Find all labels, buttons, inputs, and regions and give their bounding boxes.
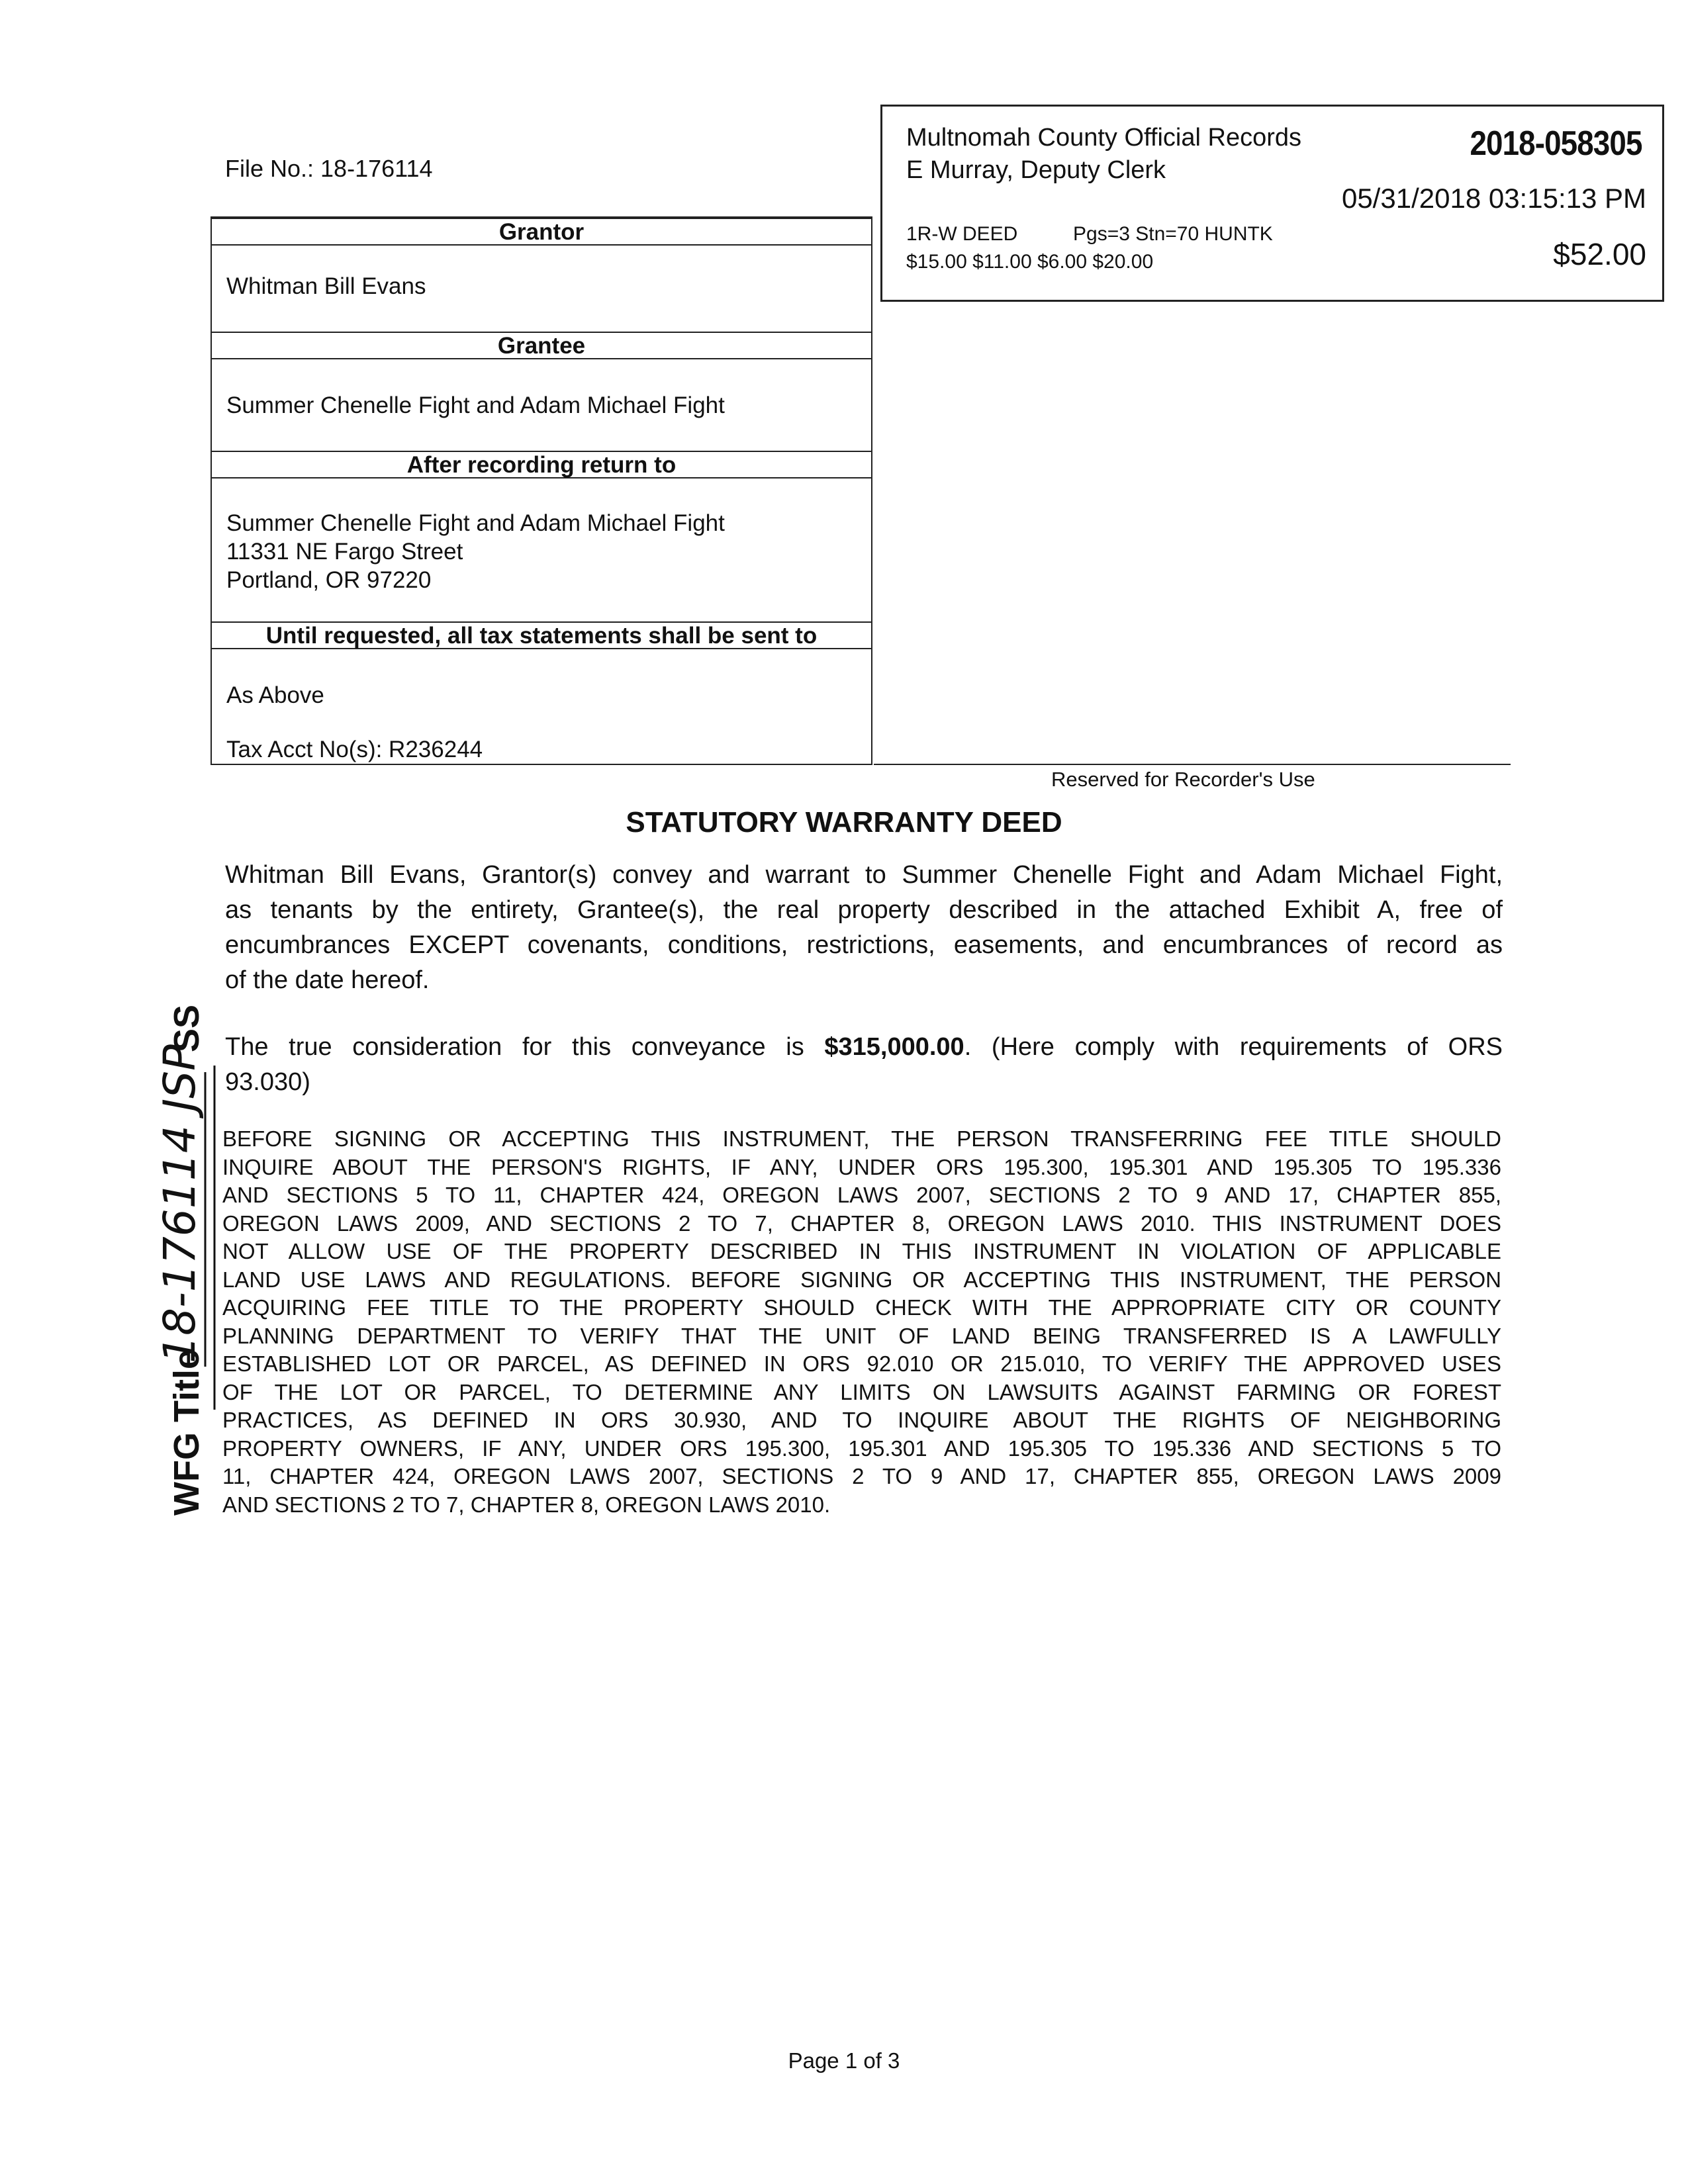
grantee-name: Summer Chenelle Fight and Adam Michael Fight	[226, 392, 725, 418]
return-street: 11331 NE Fargo Street	[226, 539, 463, 565]
tax-statements-recipient: As Above	[226, 682, 324, 708]
consideration-paragraph	[225, 1030, 1503, 1100]
document-type: 1R-W DEED	[906, 223, 1018, 245]
page-station-info: Pgs=3 Stn=70 HUNTK	[1073, 223, 1273, 245]
notice-line: OF THE LOT OR PARCEL, TO DETERMINE ANY LIMITS ON LAWSUITS AGAINST FARMING OR FOREST	[222, 1379, 1501, 1404]
handwritten-file-number: 18-176114 JSP	[154, 1044, 205, 1363]
notice-line: PLANNING DEPARTMENT TO VERIFY THAT THE UNIT OF LAND BEING TRANSFERRED IS A LAWFULLY	[222, 1323, 1501, 1348]
conveyance-paragraph	[225, 858, 1503, 998]
notice-line: AND SECTIONS 5 TO 11, CHAPTER 424, OREGON LAWS 2007, SECTIONS 2 TO 9 AND 17, CHAPTER 855,	[222, 1183, 1501, 1207]
notice-line: 11, CHAPTER 424, OREGON LAWS 2007, SECTIONS 2 TO 9 AND 17, CHAPTER 855, OREGON LAWS 2009	[222, 1464, 1501, 1488]
consideration-text: The true consideration for this conveyance is	[225, 1033, 825, 1061]
document-title: STATUTORY WARRANTY DEED	[626, 806, 1062, 839]
total-fee: $52.00	[1553, 237, 1646, 271]
handwritten-initials: SS	[167, 1004, 207, 1052]
conveyance-line: of the date hereof.	[225, 966, 430, 994]
consideration-amount: $315,000.00	[824, 1033, 964, 1061]
notice-line: AND SECTIONS 2 TO 7, CHAPTER 8, OREGON LAWS 2010.	[222, 1492, 831, 1517]
notice-line: ACQUIRING FEE TITLE TO THE PROPERTY SHOULD CHECK WITH THE APPROPRIATE CITY OR COUNTY	[222, 1295, 1501, 1320]
recording-office: Multnomah County Official Records	[906, 124, 1301, 152]
notice-line: BEFORE SIGNING OR ACCEPTING THIS INSTRUMENT, THE PERSON TRANSFERRING FEE TITLE SHOULD	[222, 1126, 1501, 1151]
notice-line: INQUIRE ABOUT THE PERSON'S RIGHTS, IF ANY, UNDER ORS 195.300, 195.301 AND 195.305 TO 195.336	[222, 1154, 1501, 1179]
recorder-use-label: Reserved for Recorder's Use	[1051, 768, 1315, 791]
tax-account-number: Tax Acct No(s): R236244	[226, 737, 483, 762]
grantee-header: Grantee	[212, 332, 871, 359]
tax-statements-header: Until requested, all tax statements shall be sent to	[212, 621, 871, 649]
conveyance-line: encumbrances EXCEPT covenants, conditions, restrictions, easements, and encumbrances of record as	[225, 931, 1503, 959]
title-company-margin-note	[132, 999, 225, 1516]
consideration-line	[225, 1030, 1503, 1065]
notice-line: PRACTICES, AS DEFINED IN ORS 30.930, AND TO INQUIRE ABOUT THE RIGHTS OF NEIGHBORING	[222, 1408, 1501, 1432]
grantor-name: Whitman Bill Evans	[226, 273, 426, 299]
notice-line: NOT ALLOW USE OF THE PROPERTY DESCRIBED IN THIS INSTRUMENT IN VIOLATION OF APPLICABLE	[222, 1239, 1501, 1263]
notice-line: LAND USE LAWS AND REGULATIONS. BEFORE SIGNING OR ACCEPTING THIS INSTRUMENT, THE PERSON	[222, 1267, 1501, 1292]
party-info-box	[211, 216, 872, 765]
return-name: Summer Chenelle Fight and Adam Michael Fight	[226, 510, 725, 536]
title-company-stamp: WFG Title	[167, 1349, 207, 1516]
conveyance-line: as tenants by the entirety, Grantee(s), the real property described in the attached Exhibit A, free of	[225, 896, 1503, 924]
notice-line: OREGON LAWS 2009, AND SECTIONS 2 TO 7, CHAPTER 8, OREGON LAWS 2010. THIS INSTRUMENT DOES	[222, 1210, 1501, 1236]
recording-number: 2018-058305	[1470, 124, 1642, 163]
recorder-divider	[874, 764, 1511, 765]
consideration-text: . (Here comply with requirements of ORS	[964, 1033, 1503, 1061]
notice-line: PROPERTY OWNERS, IF ANY, UNDER ORS 195.300, 195.301 AND 195.305 TO 195.336 AND SECTIONS 5 TO	[222, 1435, 1501, 1461]
grantor-header: Grantor	[212, 218, 871, 246]
file-number: File No.: 18-176114	[225, 155, 433, 182]
deputy-clerk: E Murray, Deputy Clerk	[906, 156, 1166, 184]
consideration-line: 93.030)	[225, 1068, 310, 1096]
return-city: Portland, OR 97220	[226, 567, 432, 593]
statutory-notice	[222, 1125, 1501, 1519]
conveyance-line: Whitman Bill Evans, Grantor(s) convey and warrant to Summer Chenelle Fight and Adam Michael Fight,	[225, 861, 1503, 889]
recording-datetime: 05/31/2018 03:15:13 PM	[1341, 183, 1646, 214]
recorder-stamp	[880, 105, 1664, 302]
notice-line: ESTABLISHED LOT OR PARCEL, AS DEFINED IN ORS 92.010 OR 215.010, TO VERIFY THE APPROVED USES	[222, 1351, 1501, 1376]
page-number: Page 1 of 3	[788, 2048, 900, 2073]
fee-breakdown: $15.00 $11.00 $6.00 $20.00	[906, 251, 1154, 273]
return-header: After recording return to	[212, 451, 871, 478]
